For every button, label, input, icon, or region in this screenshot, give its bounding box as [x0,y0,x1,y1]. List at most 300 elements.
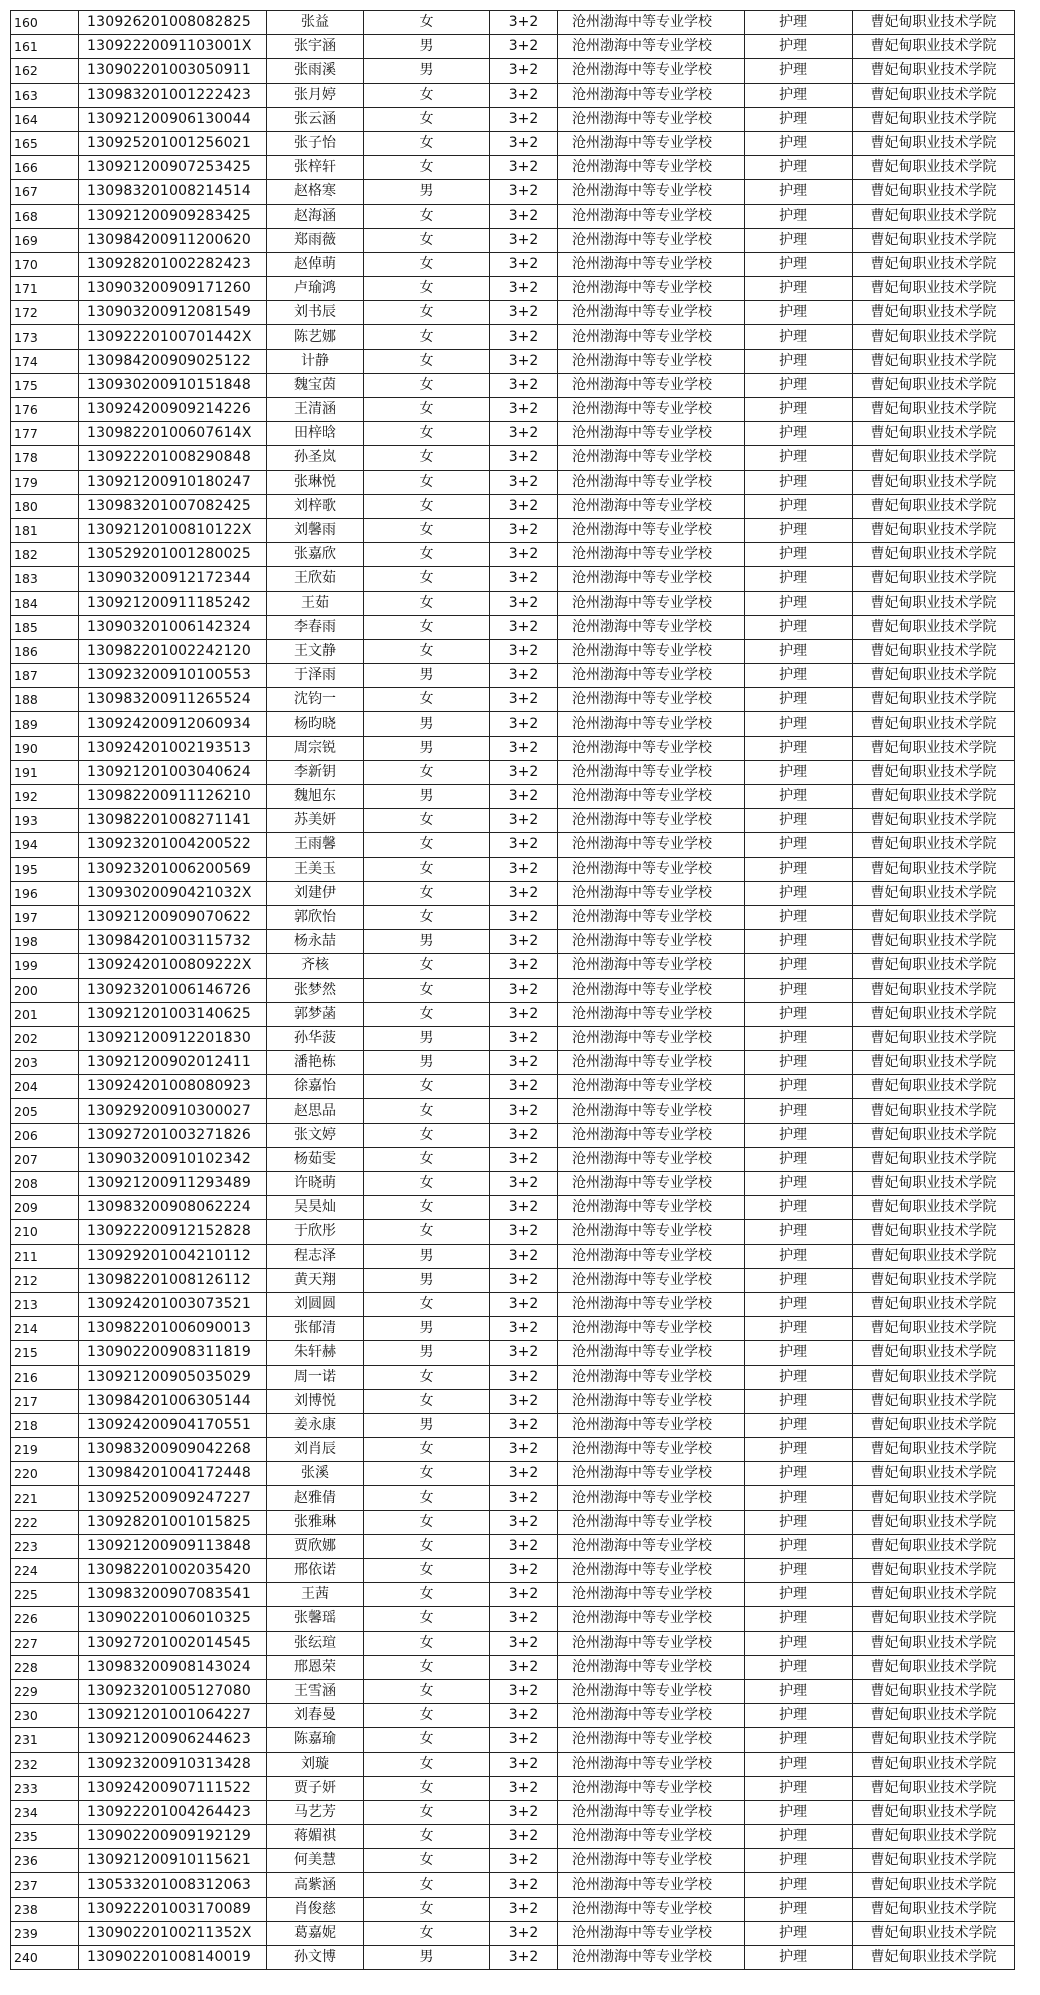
id-number: 130983201001222423 [79,83,267,107]
program-type: 3+2 [490,1196,558,1220]
major: 护理 [745,1873,853,1897]
major: 护理 [745,494,853,518]
id-number: 130924200907111522 [79,1776,267,1800]
row-number: 162 [11,59,79,83]
table-row [11,736,1015,760]
school-name: 沧州渤海中等专业学校 [558,35,745,59]
student-name: 郑雨薇 [267,228,364,252]
id-number: 130984201004172448 [79,1462,267,1486]
row-number: 227 [11,1631,79,1655]
major: 护理 [745,1752,853,1776]
program-type: 3+2 [490,785,558,809]
row-number: 163 [11,83,79,107]
id-number: 130921200902012411 [79,1051,267,1075]
gender: 女 [364,1486,490,1510]
id-number: 130902200909192129 [79,1825,267,1849]
table-row [11,228,1015,252]
student-name: 李新钥 [267,760,364,784]
id-number: 130928201001015825 [79,1510,267,1534]
program-type: 3+2 [490,1317,558,1341]
major: 护理 [745,1026,853,1050]
id-number: 13092220091103001X [79,35,267,59]
row-number: 236 [11,1849,79,1873]
gender: 女 [364,905,490,929]
gender: 男 [364,1946,490,1970]
id-number: 130921200911185242 [79,591,267,615]
gender: 女 [364,204,490,228]
table-row [11,1728,1015,1752]
program-type: 3+2 [490,1389,558,1413]
program-type: 3+2 [490,809,558,833]
program-type: 3+2 [490,325,558,349]
college-name: 曹妃甸职业技术学院 [853,1196,1015,1220]
row-number: 233 [11,1776,79,1800]
row-number: 216 [11,1365,79,1389]
row-number: 209 [11,1196,79,1220]
program-type: 3+2 [490,857,558,881]
student-name: 张文婷 [267,1123,364,1147]
student-name: 朱轩赫 [267,1341,364,1365]
id-number: 130984201006305144 [79,1389,267,1413]
program-type: 3+2 [490,833,558,857]
student-name: 于欣彤 [267,1220,364,1244]
table-row [11,1147,1015,1171]
gender: 女 [364,11,490,35]
student-name: 刘博悦 [267,1389,364,1413]
major: 护理 [745,615,853,639]
major: 护理 [745,1946,853,1970]
college-name: 曹妃甸职业技术学院 [853,809,1015,833]
major: 护理 [745,156,853,180]
program-type: 3+2 [490,905,558,929]
table-row [11,591,1015,615]
school-name: 沧州渤海中等专业学校 [558,1534,745,1558]
id-number: 130921200905035029 [79,1365,267,1389]
program-type: 3+2 [490,1921,558,1945]
program-type: 3+2 [490,1559,558,1583]
student-name: 张溪 [267,1462,364,1486]
school-name: 沧州渤海中等专业学校 [558,1462,745,1486]
row-number: 215 [11,1341,79,1365]
gender: 女 [364,131,490,155]
program-type: 3+2 [490,1752,558,1776]
id-number: 130903200912081549 [79,301,267,325]
gender: 女 [364,1921,490,1945]
college-name: 曹妃甸职业技术学院 [853,1147,1015,1171]
college-name: 曹妃甸职业技术学院 [853,1317,1015,1341]
table-row [11,954,1015,978]
table-row [11,1631,1015,1655]
school-name: 沧州渤海中等专业学校 [558,809,745,833]
row-number: 176 [11,398,79,422]
row-number: 189 [11,712,79,736]
school-name: 沧州渤海中等专业学校 [558,1631,745,1655]
program-type: 3+2 [490,712,558,736]
id-number: 130928201002282423 [79,252,267,276]
college-name: 曹妃甸职业技术学院 [853,518,1015,542]
student-name: 刘建伊 [267,881,364,905]
table-row [11,1099,1015,1123]
major: 护理 [745,1486,853,1510]
student-name: 王美玉 [267,857,364,881]
school-name: 沧州渤海中等专业学校 [558,785,745,809]
id-number: 130982201002242120 [79,639,267,663]
row-number: 173 [11,325,79,349]
row-number: 234 [11,1800,79,1824]
major: 护理 [745,1147,853,1171]
college-name: 曹妃甸职业技术学院 [853,785,1015,809]
gender: 女 [364,1704,490,1728]
student-name: 赵思品 [267,1099,364,1123]
student-name: 葛嘉妮 [267,1921,364,1945]
gender: 女 [364,543,490,567]
id-number: 130924200912060934 [79,712,267,736]
school-name: 沧州渤海中等专业学校 [558,736,745,760]
program-type: 3+2 [490,930,558,954]
major: 护理 [745,881,853,905]
school-name: 沧州渤海中等专业学校 [558,712,745,736]
college-name: 曹妃甸职业技术学院 [853,1051,1015,1075]
college-name: 曹妃甸职业技术学院 [853,131,1015,155]
college-name: 曹妃甸职业技术学院 [853,1655,1015,1679]
school-name: 沧州渤海中等专业学校 [558,1123,745,1147]
row-number: 206 [11,1123,79,1147]
student-name: 肖俊慈 [267,1897,364,1921]
gender: 男 [364,1051,490,1075]
program-type: 3+2 [490,591,558,615]
table-row [11,398,1015,422]
id-number: 130923201005127080 [79,1679,267,1703]
college-name: 曹妃甸职业技术学院 [853,1800,1015,1824]
program-type: 3+2 [490,567,558,591]
college-name: 曹妃甸职业技术学院 [853,1341,1015,1365]
major: 护理 [745,325,853,349]
school-name: 沧州渤海中等专业学校 [558,1026,745,1050]
student-name: 魏宝茵 [267,373,364,397]
student-name: 程志泽 [267,1244,364,1268]
gender: 女 [364,1075,490,1099]
major: 护理 [745,639,853,663]
row-number: 212 [11,1268,79,1292]
id-number: 130921200909283425 [79,204,267,228]
major: 护理 [745,301,853,325]
gender: 女 [364,277,490,301]
id-number: 130921201001064227 [79,1704,267,1728]
row-number: 240 [11,1946,79,1970]
id-number: 130983200908143024 [79,1655,267,1679]
table-row [11,11,1015,35]
row-number: 196 [11,881,79,905]
id-number: 130924201003073521 [79,1292,267,1316]
program-type: 3+2 [490,252,558,276]
school-name: 沧州渤海中等专业学校 [558,1921,745,1945]
id-number: 130529201001280025 [79,543,267,567]
table-row [11,1776,1015,1800]
student-name: 卢瑜鸿 [267,277,364,301]
major: 护理 [745,131,853,155]
major: 护理 [745,591,853,615]
college-name: 曹妃甸职业技术学院 [853,1897,1015,1921]
table-row [11,518,1015,542]
gender: 男 [364,180,490,204]
program-type: 3+2 [490,1268,558,1292]
student-name: 刘梓歌 [267,494,364,518]
row-number: 223 [11,1534,79,1558]
college-name: 曹妃甸职业技术学院 [853,301,1015,325]
school-name: 沧州渤海中等专业学校 [558,1704,745,1728]
major: 护理 [745,204,853,228]
gender: 女 [364,301,490,325]
school-name: 沧州渤海中等专业学校 [558,1051,745,1075]
student-name: 田梓晗 [267,422,364,446]
school-name: 沧州渤海中等专业学校 [558,567,745,591]
gender: 女 [364,252,490,276]
school-name: 沧州渤海中等专业学校 [558,252,745,276]
table-row [11,277,1015,301]
program-type: 3+2 [490,131,558,155]
college-name: 曹妃甸职业技术学院 [853,978,1015,1002]
table-row [11,1341,1015,1365]
college-name: 曹妃甸职业技术学院 [853,736,1015,760]
gender: 女 [364,156,490,180]
table-row [11,1897,1015,1921]
school-name: 沧州渤海中等专业学校 [558,301,745,325]
gender: 女 [364,1752,490,1776]
program-type: 3+2 [490,228,558,252]
student-name: 张纭瑄 [267,1631,364,1655]
major: 护理 [745,1075,853,1099]
school-name: 沧州渤海中等专业学校 [558,1172,745,1196]
row-number: 219 [11,1438,79,1462]
gender: 男 [364,1341,490,1365]
college-name: 曹妃甸职业技术学院 [853,930,1015,954]
row-number: 222 [11,1510,79,1534]
program-type: 3+2 [490,736,558,760]
id-number: 130923200910100553 [79,664,267,688]
student-name: 王文静 [267,639,364,663]
school-name: 沧州渤海中等专业学校 [558,833,745,857]
school-name: 沧州渤海中等专业学校 [558,1389,745,1413]
row-number: 168 [11,204,79,228]
college-name: 曹妃甸职业技术学院 [853,1365,1015,1389]
program-type: 3+2 [490,1123,558,1147]
row-number: 172 [11,301,79,325]
college-name: 曹妃甸职业技术学院 [853,591,1015,615]
program-type: 3+2 [490,59,558,83]
program-type: 3+2 [490,180,558,204]
major: 护理 [745,1679,853,1703]
school-name: 沧州渤海中等专业学校 [558,1341,745,1365]
table-row [11,1946,1015,1970]
id-number: 130902200908311819 [79,1341,267,1365]
school-name: 沧州渤海中等专业学校 [558,1002,745,1026]
id-number: 130903200910102342 [79,1147,267,1171]
table-row [11,881,1015,905]
student-name: 赵格寒 [267,180,364,204]
student-name: 杨茹雯 [267,1147,364,1171]
gender: 女 [364,494,490,518]
program-type: 3+2 [490,615,558,639]
gender: 男 [364,1317,490,1341]
major: 护理 [745,1220,853,1244]
gender: 男 [364,35,490,59]
student-name: 张嘉欣 [267,543,364,567]
table-row [11,1849,1015,1873]
id-number: 130923201006146726 [79,978,267,1002]
row-number: 171 [11,277,79,301]
school-name: 沧州渤海中等专业学校 [558,1317,745,1341]
college-name: 曹妃甸职业技术学院 [853,398,1015,422]
program-type: 3+2 [490,1486,558,1510]
student-name: 徐嘉怡 [267,1075,364,1099]
school-name: 沧州渤海中等专业学校 [558,494,745,518]
gender: 女 [364,567,490,591]
college-name: 曹妃甸职业技术学院 [853,1583,1015,1607]
student-name: 张子怡 [267,131,364,155]
student-name: 张宇涵 [267,35,364,59]
table-row [11,905,1015,929]
row-number: 205 [11,1099,79,1123]
school-name: 沧州渤海中等专业学校 [558,1607,745,1631]
program-type: 3+2 [490,1849,558,1873]
school-name: 沧州渤海中等专业学校 [558,1413,745,1437]
school-name: 沧州渤海中等专业学校 [558,59,745,83]
college-name: 曹妃甸职业技术学院 [853,1438,1015,1462]
gender: 女 [364,107,490,131]
school-name: 沧州渤海中等专业学校 [558,1075,745,1099]
student-name: 周一诺 [267,1365,364,1389]
id-number: 13093020090421032X [79,881,267,905]
school-name: 沧州渤海中等专业学校 [558,373,745,397]
school-name: 沧州渤海中等专业学校 [558,277,745,301]
table-row [11,422,1015,446]
id-number: 130902201006010325 [79,1607,267,1631]
major: 护理 [745,1800,853,1824]
table-row [11,373,1015,397]
school-name: 沧州渤海中等专业学校 [558,1728,745,1752]
gender: 女 [364,446,490,470]
school-name: 沧州渤海中等专业学校 [558,1776,745,1800]
school-name: 沧州渤海中等专业学校 [558,615,745,639]
school-name: 沧州渤海中等专业学校 [558,1244,745,1268]
college-name: 曹妃甸职业技术学院 [853,857,1015,881]
gender: 女 [364,398,490,422]
row-number: 224 [11,1559,79,1583]
college-name: 曹妃甸职业技术学院 [853,252,1015,276]
major: 护理 [745,809,853,833]
program-type: 3+2 [490,1002,558,1026]
table-row [11,1438,1015,1462]
student-name: 王雪涵 [267,1679,364,1703]
school-name: 沧州渤海中等专业学校 [558,180,745,204]
college-name: 曹妃甸职业技术学院 [853,35,1015,59]
program-type: 3+2 [490,1438,558,1462]
row-number: 180 [11,494,79,518]
row-number: 203 [11,1051,79,1075]
id-number: 130983200909042268 [79,1438,267,1462]
gender: 女 [364,1849,490,1873]
student-name: 王雨馨 [267,833,364,857]
program-type: 3+2 [490,1510,558,1534]
program-type: 3+2 [490,881,558,905]
id-number: 130921200909070622 [79,905,267,929]
table-row [11,1534,1015,1558]
major: 护理 [745,712,853,736]
student-name: 贾欣娜 [267,1534,364,1558]
table-row [11,1800,1015,1824]
table-row [11,325,1015,349]
row-number: 179 [11,470,79,494]
row-number: 208 [11,1172,79,1196]
major: 护理 [745,1704,853,1728]
gender: 女 [364,349,490,373]
program-type: 3+2 [490,1825,558,1849]
program-type: 3+2 [490,277,558,301]
college-name: 曹妃甸职业技术学院 [853,1413,1015,1437]
gender: 女 [364,83,490,107]
college-name: 曹妃甸职业技术学院 [853,1849,1015,1873]
college-name: 曹妃甸职业技术学院 [853,1099,1015,1123]
school-name: 沧州渤海中等专业学校 [558,1196,745,1220]
id-number: 130922201004264423 [79,1800,267,1824]
college-name: 曹妃甸职业技术学院 [853,494,1015,518]
gender: 女 [364,591,490,615]
program-type: 3+2 [490,1873,558,1897]
row-number: 221 [11,1486,79,1510]
gender: 女 [364,809,490,833]
program-type: 3+2 [490,11,558,35]
table-row [11,180,1015,204]
college-name: 曹妃甸职业技术学院 [853,1002,1015,1026]
school-name: 沧州渤海中等专业学校 [558,1679,745,1703]
id-number: 130921200910180247 [79,470,267,494]
row-number: 230 [11,1704,79,1728]
table-row [11,615,1015,639]
program-type: 3+2 [490,1462,558,1486]
major: 护理 [745,422,853,446]
student-name: 刘书辰 [267,301,364,325]
school-name: 沧州渤海中等专业学校 [558,11,745,35]
table-row [11,349,1015,373]
college-name: 曹妃甸职业技术学院 [853,1026,1015,1050]
gender: 女 [364,1583,490,1607]
row-number: 220 [11,1462,79,1486]
school-name: 沧州渤海中等专业学校 [558,1365,745,1389]
row-number: 199 [11,954,79,978]
id-number: 130982201002035420 [79,1559,267,1583]
college-name: 曹妃甸职业技术学院 [853,228,1015,252]
table-row [11,1921,1015,1945]
school-name: 沧州渤海中等专业学校 [558,881,745,905]
table-row [11,930,1015,954]
id-number: 130923201004200522 [79,833,267,857]
gender: 女 [364,833,490,857]
row-number: 232 [11,1752,79,1776]
program-type: 3+2 [490,1075,558,1099]
id-number: 130922201008290848 [79,446,267,470]
major: 护理 [745,1728,853,1752]
school-name: 沧州渤海中等专业学校 [558,1849,745,1873]
college-name: 曹妃甸职业技术学院 [853,1752,1015,1776]
school-name: 沧州渤海中等专业学校 [558,446,745,470]
program-type: 3+2 [490,1655,558,1679]
gender: 男 [364,736,490,760]
table-row [11,1220,1015,1244]
program-type: 3+2 [490,494,558,518]
school-name: 沧州渤海中等专业学校 [558,1147,745,1171]
college-name: 曹妃甸职业技术学院 [853,664,1015,688]
row-number: 166 [11,156,79,180]
